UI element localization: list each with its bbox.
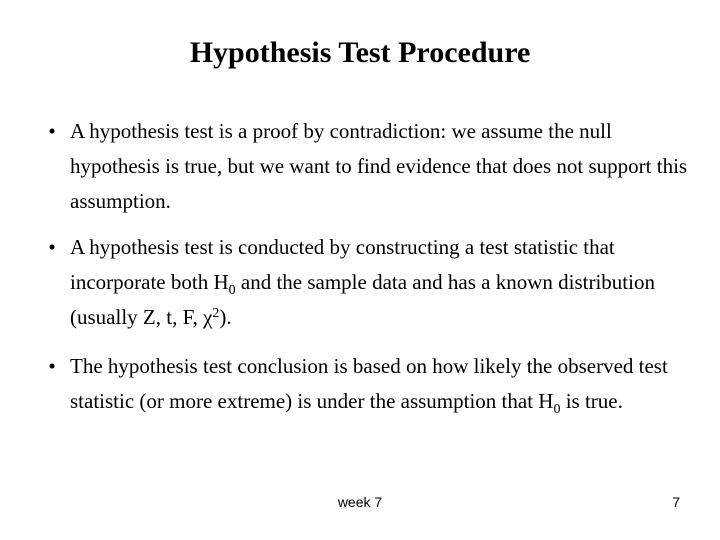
bullet-text-part: and the sample data and has a known distribution (usually Z, t, F, xyxy=(70,270,655,329)
bullet-icon: • xyxy=(48,119,56,143)
slide-title: Hypothesis Test Procedure xyxy=(189,36,531,69)
subscript: 0 xyxy=(228,283,236,298)
bullet-text-part: The hypothesis test conclusion is based on how likely the observed test statistic (or more extreme) is under the assumption that H xyxy=(70,354,668,413)
page-number: 7 xyxy=(672,494,680,510)
bullet-text-part: ). xyxy=(219,305,232,329)
bullet-text: A hypothesis test is a proof by contradiction: we assume the null hypothesis is true, but we want to find evidence that does not support this assumption. xyxy=(70,119,688,213)
bullet-icon: • xyxy=(48,354,56,378)
chi-symbol: χ xyxy=(203,305,213,329)
bullet-item-2 xyxy=(48,230,690,335)
bullet-icon: • xyxy=(48,235,56,259)
bullet-item-1 xyxy=(48,114,690,219)
bullet-text-part: is true. xyxy=(560,389,623,413)
bullet-text-part: A hypothesis test is conducted by constructing a test statistic that incorporate both H xyxy=(70,235,615,294)
footer-week-label: week 7 xyxy=(337,494,383,510)
bullet-item-3 xyxy=(48,349,690,419)
subscript: 0 xyxy=(553,402,561,417)
superscript: 2 xyxy=(212,306,220,321)
